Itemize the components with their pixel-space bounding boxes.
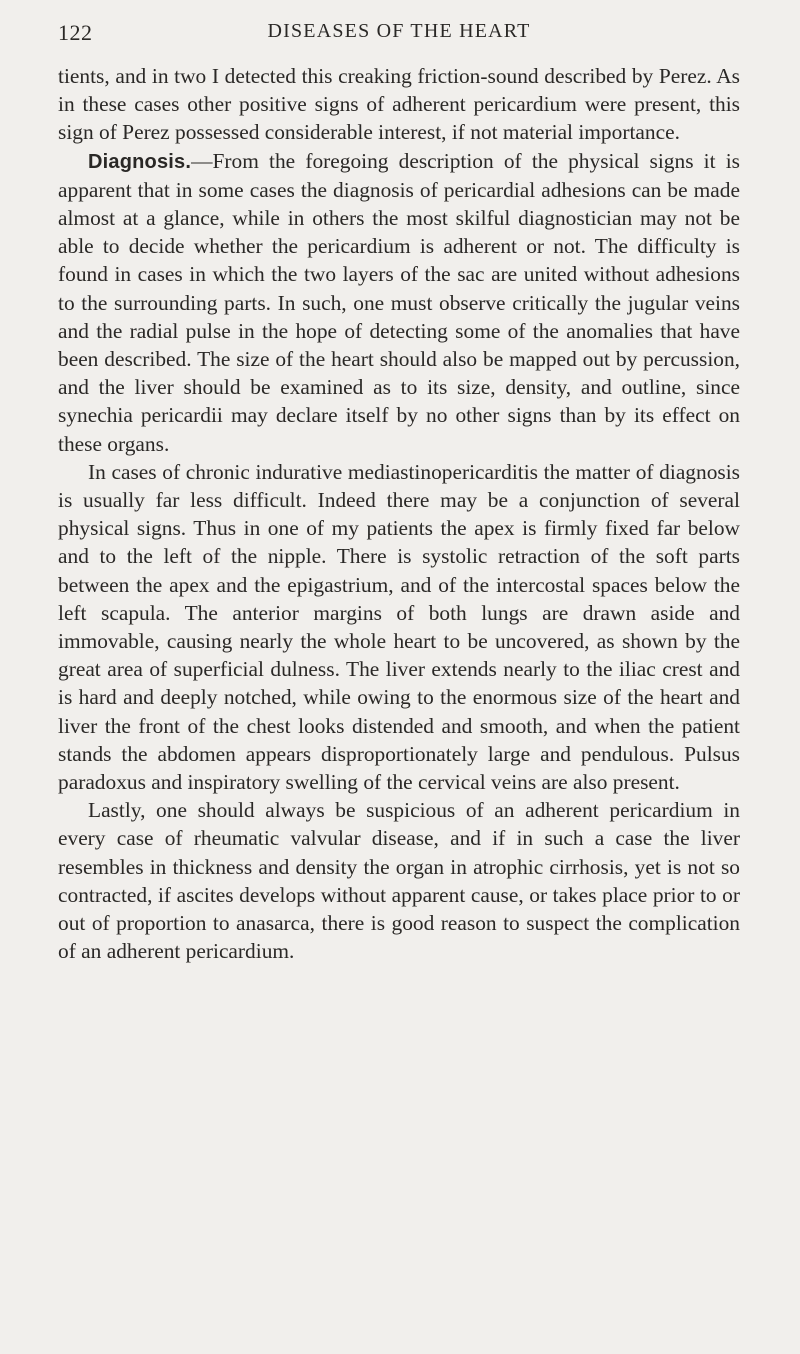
paragraph-lastly: Lastly, one should always be suspicious of an adherent pericardium in every case of rheumatic valvular disease, and if in such a case the liver resembles in thickness and density the organ in atrophic cirrhosis, yet is not so contracted, if ascites develops without apparent cause, or takes place prior to or out of proportion to anasarca, there is good reason to suspect the complication of an adherent pericardium. [58, 798, 740, 964]
body-text [58, 62, 740, 966]
running-head [58, 20, 740, 50]
section-heading-diagnosis: Diagnosis. [88, 150, 192, 173]
paragraph-chronic-indurative: In cases of chronic indurative mediastinopericarditis the matter of diagnosis is usually far less difficult. Indeed there may be a conjunction of several physical signs. Thus in one of my patients the apex is firmly fixed far below and to the left of the nipple. There is systolic retraction of the soft parts between the apex and the epigastrium, and of the intercostal spaces below the left scapula. The anterior margins of both lungs are drawn aside and immovable, causing nearly the whole heart to be uncovered, as shown by the great area of superficial dulness. The liver extends nearly to the iliac crest and is hard and deeply notched, while owing to the enormous size of the heart and liver the front of the chest looks distended and smooth, and when the patient stands the abdomen appears disproportionately large and pendulous. Pulsus paradoxus and inspiratory swelling of the cervical veins are also present. [58, 459, 740, 795]
paragraph-diagnosis-text: —From the foregoing description of the physical signs it is apparent that in some cases the diagnosis of pericardial adhesions can be made almost at a glance, while in others the most skilful diagnostician may not be able to decide whether the pericardium is adherent or not. The difficulty is found in cases in which the two layers of the sac are united without adhesions to the surrounding parts. In such, one must observe critically the jugular veins and the radial pulse in the hope of detecting some of the anomalies that have been described. The size of the heart should also be mapped out by percussion, and the liver should be examined as to its size, density, and outline, since synechia pericardii may declare itself by no other signs than by its effect on these organs. [58, 148, 740, 456]
page-number: 122 [58, 20, 93, 45]
paragraph-continued: tients, and in two I detected this creaking friction-sound described by Perez. As in these cases other positive signs of adherent pericardium were present, this sign of Perez possessed considerable interest, if not material importance. [58, 64, 740, 145]
chapter-title: DISEASES OF THE HEART [267, 20, 531, 42]
paragraph-diagnosis [58, 147, 740, 458]
